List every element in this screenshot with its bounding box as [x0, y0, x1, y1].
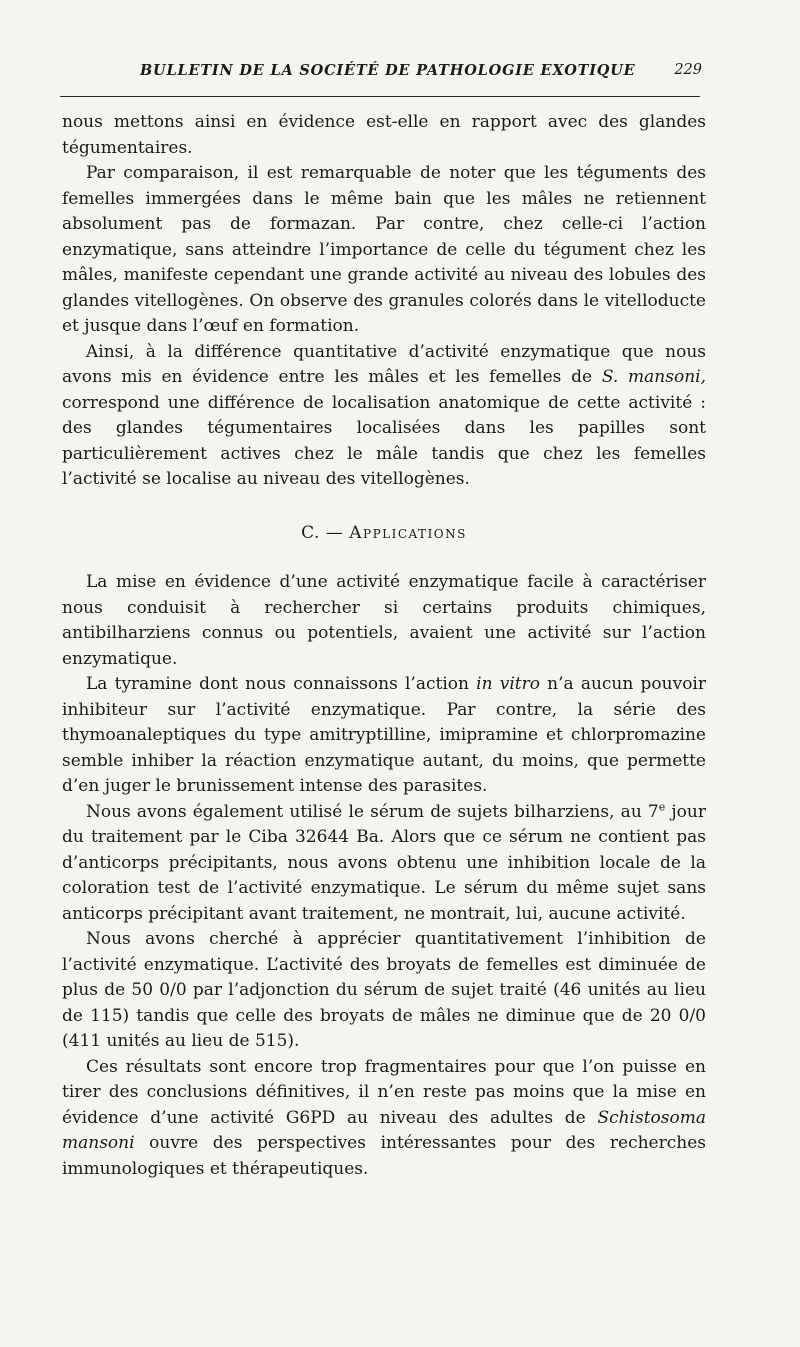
running-header [60, 62, 710, 88]
paragraph [62, 1055, 706, 1183]
paragraph [62, 800, 706, 928]
section-heading [62, 521, 706, 547]
header-rule [60, 96, 700, 97]
paragraph: La mise en évidence d’une activité enzymatique facile à caractériser nous conduisit à rechercher si certains produits chimiques, antibilharziens connus ou potentiels, avaient une activité sur l’action enzymatique. [62, 572, 706, 669]
page-number: 229 [674, 62, 702, 78]
section-number: C. — [301, 522, 344, 543]
paragraph-text: La tyramine dont nous connaissons l’action [86, 674, 477, 694]
superscript: e [658, 799, 666, 813]
italic-term: in vitro [476, 674, 540, 694]
species-name: Schistosoma mansoni [62, 1107, 706, 1153]
paragraph-text: n’a aucun pouvoir inhibiteur sur l’activité enzymatique. Par contre, la série des thymoanaleptiques du type amitryptilline, imipramine et chlorpromazine semble inhiber la réaction enzymatique autant, du moins, que permette d’en juger le brunissement intense des parasites. [62, 674, 706, 796]
paragraph-text: jour du traitement par le Ciba 32644 Ba. Alors que ce sérum ne contient pas d’anticorps précipitants, nous avons obtenu une inhibition locale de la coloration test de l’activité enzymatique. Le sérum du même sujet sans anticorps précipitant avant traitement, ne montrait, lui, aucune activité. [62, 801, 706, 924]
paragraph-text: Ainsi, à la différence quantitative d’activité enzymatique que nous avons mis en évidence entre les mâles et les femelles de [62, 341, 706, 387]
body-text [62, 110, 706, 1182]
section-title: Applications [349, 522, 467, 543]
paragraph [62, 672, 706, 800]
paragraph-text: ouvre des perspectives intéressantes pour des recherches immunologiques et thérapeutiques. [62, 1133, 706, 1179]
paragraph-text: Ces résultats sont encore trop fragmentaires pour que l’on puisse en tirer des conclusions définitives, il n’en reste pas moins que la mise en évidence d’une activité G6PD au niveau des adultes de [62, 1056, 706, 1128]
paragraph-text: Nous avons également utilisé le sérum de sujets bilharziens, au 7 [86, 801, 659, 822]
paragraph: Nous avons cherché à apprécier quantitativement l’inhibition de l’activité enzymatique. L’activité des broyats de femelles est diminuée de plus de 50 0/0 par l’adjonction du sérum de sujet traité (46 unités au lieu de 115) tandis que celle des broyats de mâles ne diminue que de 20 0/0 (411 unités au lieu de 515). [62, 929, 706, 1051]
species-name: S. mansoni, [601, 367, 706, 387]
paragraph: Par comparaison, il est remarquable de noter que les téguments des femelles immergées dans le même bain que les mâles ne retiennent absolument pas de formazan. Par contre, chez celle-ci l’action enzymatique, sans atteindre l’importance de celle du tégument chez les mâles, manifeste cependant une grande activité au niveau des lobules des glandes vitellogènes. On observe des granules colorés dans le vitelloducte et jusque dans l’œuf en formation. [62, 163, 706, 336]
paragraph: nous mettons ainsi en évidence est-elle en rapport avec des glandes tégumentaires. [62, 112, 706, 158]
journal-title: BULLETIN DE LA SOCIÉTÉ DE PATHOLOGIE EXOTIQUE [140, 62, 636, 79]
paragraph [62, 340, 706, 493]
paragraph-text: correspond une différence de localisation anatomique de cette activité : des glandes tégumentaires localisées dans les papilles sont particulièrement actives chez le mâle tandis que chez les femelles l’activité se localise au niveau des vitellogènes. [62, 392, 706, 489]
